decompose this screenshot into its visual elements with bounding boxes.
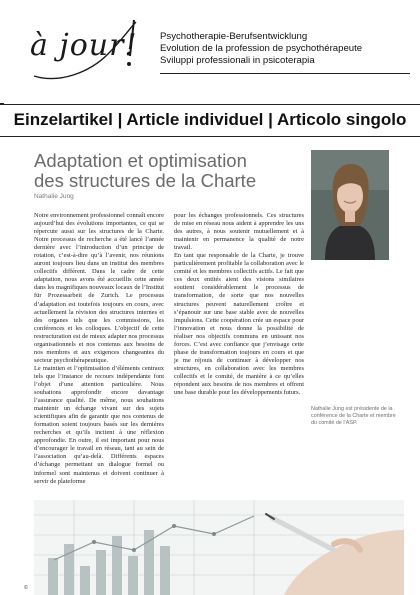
title-line-1: Adaptation et optimisation — [34, 150, 247, 171]
page-mark: © — [24, 585, 28, 591]
header-subtitle — [160, 31, 410, 67]
banner-title: Einzelartikel | Article individuel | Articolo singolo — [13, 110, 407, 129]
bottom-illustration — [34, 500, 404, 595]
header-line-de: Psychotherapie-Berufsentwicklung — [160, 31, 308, 42]
banner-top-rule — [0, 104, 420, 105]
article-column-2 — [174, 212, 304, 397]
header-line-it: Sviluppi professionali in psicoterapia — [160, 55, 315, 66]
header-divider — [160, 73, 410, 74]
paragraph: En tant que responsable de la Charte, je trouve particulièrement profitable la collaboration avec le comité et les membres collectifs actifs. Le fait que ces deux entités aient des visions similaires soutient considérablement le processus de transformation, de sorte que nos nouvelles structures peuvent naturellement croître et s’épanouir sur une base stable avec de nouvelles impulsions. Cette coopération crée un espace pour l’innovation et nous donne la possibilité de réaliser nos objectifs communs en unissant nos forces. C’est avec confiance que j’envisage cette phase de transformation toujours en cours et que je me réjouis de continuer à développer nos structures, en collaboration avec les membres collectifs et le comité, de manière à ce qu’elles répondent aux besoins de nos membres et offrent une base durable pour les développements futurs. — [174, 252, 304, 397]
article-column-1 — [34, 212, 164, 486]
logo-text: à jour! — [30, 28, 138, 63]
header-line-fr: Evolution de la profession de psychothérapeute — [160, 43, 363, 54]
banner-bottom-rule — [0, 136, 420, 137]
article-title — [34, 151, 334, 191]
author-photo — [311, 150, 389, 260]
paragraph: Le maintien et l’optimisation d’éléments centraux tels que l’instance de recours indépendante font l’objet d’une attention particulière. Nous souhaitons approfondir encore davantage l’assurance qualité. De même, nous souhaitons maintenir un échange vivant sur des sujets scientifiques afin de garantir que nos contenus de formation soient toujours basés sur les dernières recherches et qu’ils incitent à une réflexion approfondie. En outre, il est important pour nous d’encourager le travail en réseau, tant au sein de l’association qu’au-delà. Différents espaces d’échange permettant un dialogue formel ou informel sont maintenus et doivent continuer à servir de plateforme — [34, 364, 164, 485]
logo — [30, 14, 150, 94]
article-author: Nathalie Jung — [34, 193, 74, 200]
photo-caption: Nathalie Jung est présidente de la conférence de la Charte et membre du comité de l’ASP. — [311, 406, 396, 426]
paragraph: pour les échanges professionnels. Ces structures de mise en réseau nous aident à apprendre les uns des autres, à nous soutenir mutuellement et à maintenir en permanence la qualité de notre travail. — [174, 212, 304, 252]
paragraph: Notre environnement professionnel connaît encore aujourd’hui des évolutions importantes, ce qui se répercute aussi sur les structures de la Charte. Notre processus de recherche a été lancé l’année dernière avec l’introduction d’un principe de rotation, c’est-à-dire qu’à l’avenir, nos réunions auront toujours lieu dans un institut des membres collectifs différent. Dans le cadre de cette adaptation, nous avons été accueillis cette année dans les magnifiques nouveaux locaux de l’Institut für Prozessarbeit de Zurich. Le processus d’adaptation est toutefois toujours en cours, avec actuellement la révision des structures internes et des organes tels que les commissions, les conférences et les colloques. L’objectif de cette restructuration est de mieux adapter nos processus organisationnels et nos contenus aux besoins de nos membres et aux exigences changeantes du secteur psychothérapeutique. — [34, 212, 164, 364]
title-line-2: des structures de la Charte — [34, 170, 257, 191]
banner-tick — [0, 103, 4, 105]
